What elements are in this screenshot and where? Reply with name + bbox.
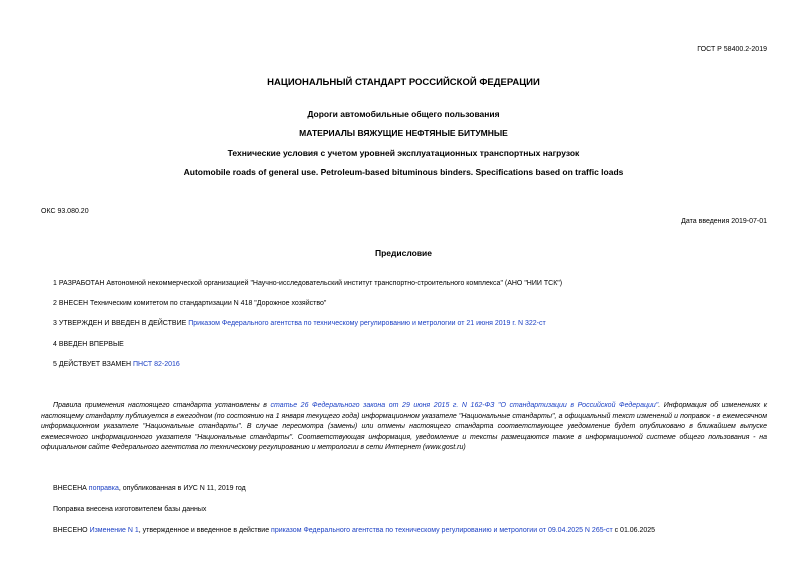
preface-item-5-text: 5 ДЕЙСТВУЕТ ВЗАМЕН — [53, 361, 133, 368]
english-title: Automobile roads of general use. Petroleum-based bituminous binders. Specifications based on traffic loads — [183, 167, 624, 177]
preface-item-3-text: 3 УТВЕРЖДЕН И ВВЕДЕН В ДЕЙСТВИЕ — [53, 320, 189, 327]
change-suffix: с 01.06.2025 — [612, 527, 656, 534]
materials-title: МАТЕРИАЛЫ ВЯЖУЩИЕ НЕФТЯНЫЕ БИТУМНЫЕ — [299, 128, 508, 138]
rules-text-2: . Информация об изменениях к настоящему стандарту публикуется в ежегодном (по состоянию на 1 января текущего года) информационном указателе "Национальные стандарты", а официальный текст изменений и поправок - в ежемесячном информационном указателе "Национальные стандарты". В случае пересмотра (замены) или отмены настоящего стандарта соответствующее уведомление будет опубликовано в ближайшем выпуске ежемесячного информационного указателя "Национальные стандарты". Соответствующая информация, уведомление и тексты размещаются также в информационной системе общего пользования - на официальном сайте Федерального агентства по техническому регулированию и метрологии в сети Интернет (www.gost.ru) — [41, 402, 767, 451]
document-code: ГОСТ Р 58400.2-2019 — [697, 46, 767, 53]
standard-title: НАЦИОНАЛЬНЫЙ СТАНДАРТ РОССИЙСКОЙ ФЕДЕРАЦИИ — [267, 77, 540, 88]
amendment-link[interactable]: поправка — [88, 485, 119, 492]
pnst-link[interactable]: ПНСТ 82-2016 — [132, 361, 180, 368]
amendment-suffix: , опубликованная в ИУС N 11, 2019 год — [118, 485, 246, 492]
amendment-prefix: ВНЕСЕНА — [53, 485, 89, 492]
order-link[interactable]: Приказом Федерального агентства по техническому регулированию и метрологии от 21 июня 2019 г. N 322-ст — [188, 320, 546, 327]
amendment-line — [53, 485, 246, 492]
preface-item-4: 4 ВВЕДЕН ВПЕРВЫЕ — [53, 341, 124, 348]
preface-item-5 — [53, 361, 180, 368]
preface-heading: Предисловие — [374, 248, 433, 258]
preface-item-3 — [53, 320, 546, 327]
oks-code: ОКС 93.080.20 — [41, 208, 89, 215]
application-rules-paragraph — [41, 401, 767, 454]
introduction-date: Дата введения 2019-07-01 — [681, 218, 767, 225]
amendment-note: Поправка внесена изготовителем базы данных — [53, 506, 207, 513]
rules-text-1: Правила применения настоящего стандарта установлены в — [53, 402, 271, 409]
change-link[interactable]: Изменение N 1 — [89, 527, 139, 534]
change-order-link[interactable]: приказом Федерального агентства по техническому регулированию и метрологии от 09.04.2025 N 265-ст — [271, 527, 613, 534]
preface-item-2: 2 ВНЕСЕН Техническим комитетом по стандартизации N 418 "Дорожное хозяйство" — [53, 300, 327, 307]
preface-item-1: 1 РАЗРАБОТАН Автономной некоммерческой организацией "Научно-исследовательский институт транспортно-строительного комплекса" (АНО "НИИ ТСК") — [53, 280, 563, 287]
federal-law-link[interactable]: статье 26 Федерального закона от 29 июня 2015 г. N 162-ФЗ "О стандартизации в Российской Федерации" — [270, 402, 659, 409]
change-prefix: ВНЕСЕНО — [53, 527, 90, 534]
change-mid: , утвержденное и введенное в действие — [138, 527, 272, 534]
roads-title: Дороги автомобильные общего пользования — [307, 109, 500, 119]
specs-title: Технические условия с учетом уровней эксплуатационных транспортных нагрузок — [227, 148, 580, 158]
change-line — [53, 527, 655, 534]
